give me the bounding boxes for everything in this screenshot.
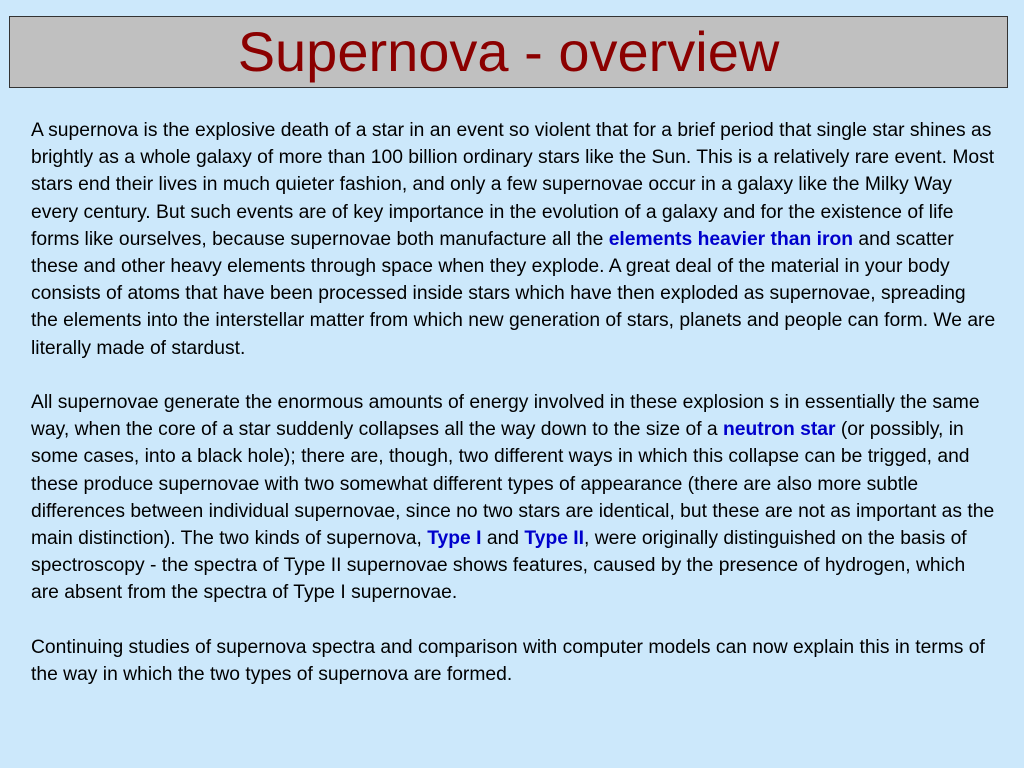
slide-title: Supernova - overview <box>237 20 780 83</box>
link-type-i[interactable]: Type I <box>427 528 482 550</box>
paragraph-collapse <box>31 389 997 607</box>
paragraph-text: , were originally distinguished on the basis of spectroscopy - the spectra of Type II supernovae shows features, caused by the presence of hydrogen, which are absent from the spectra of Type I supernovae. <box>31 528 967 604</box>
paragraph-text: and <box>481 528 525 550</box>
slide-body <box>31 117 997 715</box>
link-elements-heavier-than-iron[interactable]: elements heavier than iron <box>608 228 853 250</box>
paragraph-intro <box>31 117 997 362</box>
paragraph-continuing <box>31 634 997 688</box>
link-type-ii[interactable]: Type II <box>524 528 585 550</box>
link-neutron-star[interactable]: neutron star <box>723 419 836 441</box>
paragraph-text: Continuing studies of supernova spectra and comparison with computer models can now explain this in terms of the way in which the two types of supernova are formed. <box>31 636 985 686</box>
paragraph-text: All supernovae generate the enormous amounts of energy involved in these explosion s in essentially the same way, when the core of a star suddenly collapses all the way down to the size of a <box>31 392 980 441</box>
paragraph-text: (or possibly, in some cases, into a black hole); there are, though, two different ways in which this collapse can be trigged, and these produce supernovae with two somewhat different types of appearance (there are also more subtle differences between individual supernovae, since no two stars are identical, but these are not as important as the main distinction). The two kinds of supernova, <box>31 419 995 550</box>
title-box <box>9 16 1008 88</box>
paragraph-text: A supernova is the explosive death of a star in an event so violent that for a brief period that single star shines as brightly as a whole galaxy of more than 100 billion ordinary stars like the Sun. This is a relatively rare event. Most stars end their lives in much quieter fashion, and only a few supernovae occur in a galaxy like the Milky Way every century. But such events are of key importance in the evolution of a galaxy and for the existence of life forms like ourselves, because supernovae both manufacture all the <box>31 120 995 250</box>
paragraph-text: and scatter these and other heavy elements through space when they explode. A great deal of the material in your body consists of atoms that have been processed inside stars which have then exploded as supernovae, spreading the elements into the interstellar matter from which new generation of stars, planets and people can form. We are literally made of stardust. <box>31 228 996 359</box>
